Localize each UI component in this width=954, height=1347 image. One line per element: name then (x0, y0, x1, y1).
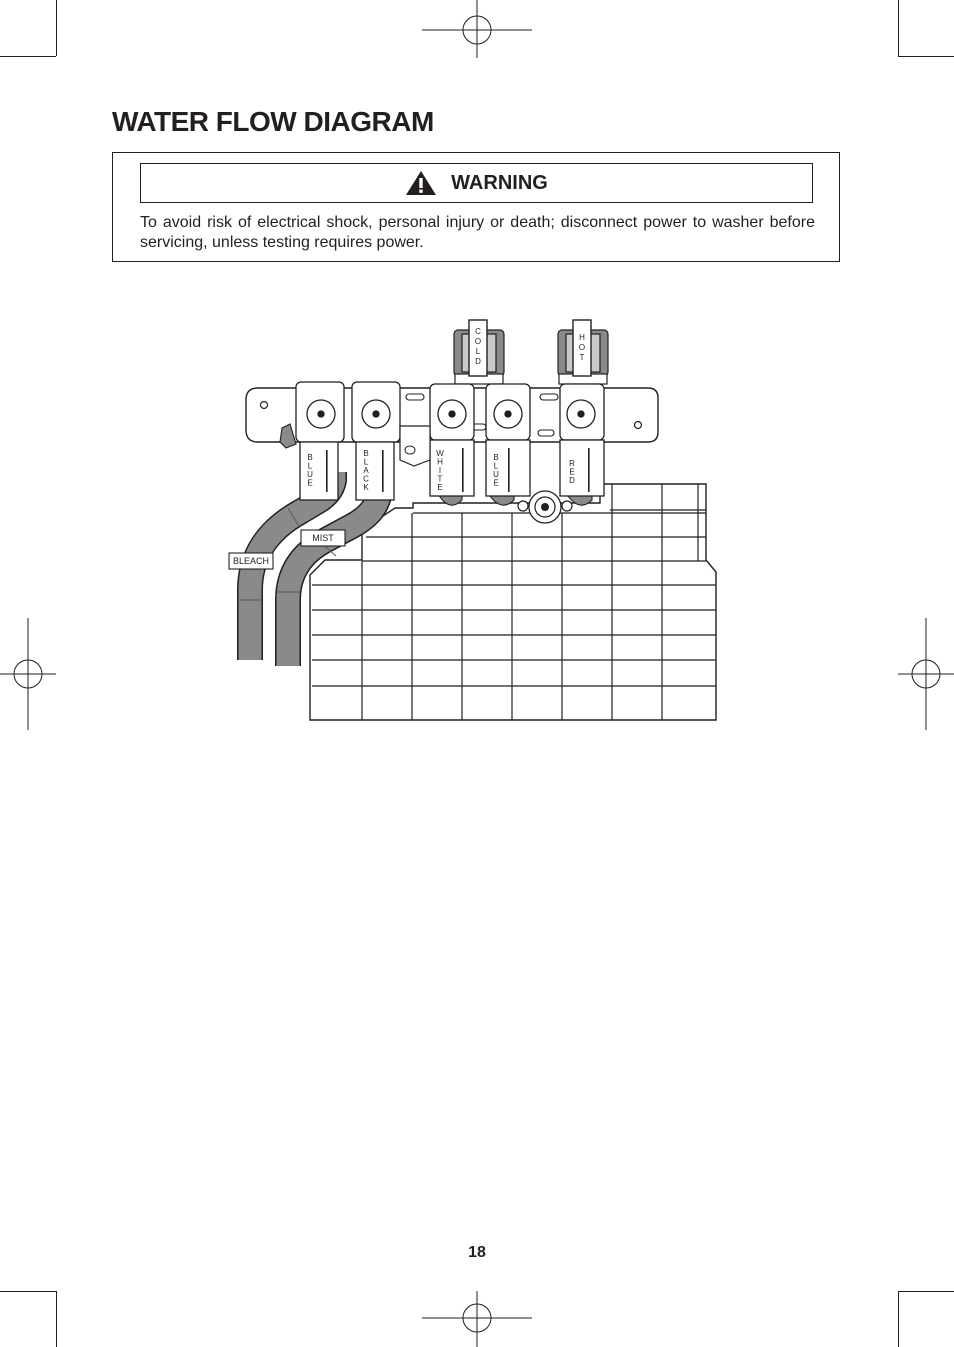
center-tee (400, 426, 430, 466)
page-title: WATER FLOW DIAGRAM (112, 106, 434, 137)
valve-label-black: B L A C K (363, 449, 369, 492)
bracket-hole-left (261, 402, 268, 409)
warning-text: To avoid risk of electrical shock, personal injury or death; disconnect power to washer before servicing, unless testing requires power. (140, 214, 815, 251)
bracket-slot-2 (540, 394, 558, 400)
valve-label-blue-2: B L U E (493, 453, 499, 488)
mist-tag-label: MIST (312, 533, 334, 543)
hot-label: H O T (578, 333, 586, 362)
registration-target-bottom (422, 1291, 532, 1347)
bracket-hole-right (635, 422, 642, 429)
valve-label-red: R E D (569, 459, 575, 485)
valve-black (352, 382, 400, 500)
valve-label-white: W H I T E (436, 449, 444, 492)
bracket-slot-1 (406, 394, 424, 400)
valve-blue-1 (296, 382, 344, 500)
warning-label: WARNING (451, 171, 548, 194)
bleach-tag-label: BLEACH (232, 556, 270, 566)
valve-label-blue-1: B L U E (307, 453, 313, 488)
valve-red (560, 384, 604, 496)
cold-label: C O L D (474, 327, 482, 366)
bracket-slot-4 (538, 430, 554, 436)
page-number: 18 (468, 1244, 486, 1261)
